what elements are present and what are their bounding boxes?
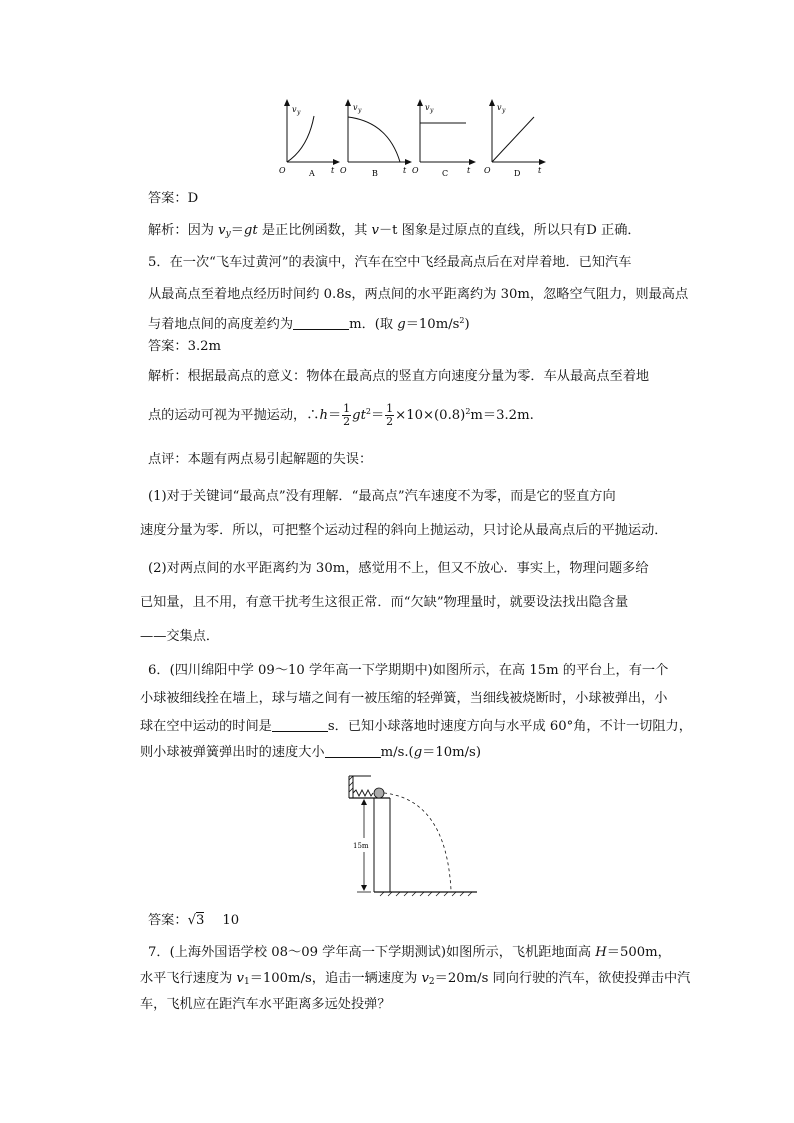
var-v: v [371,223,379,238]
ball [374,788,384,798]
graph-d [484,99,546,178]
comment-5-p2-line-3 [140,628,219,646]
subscript: 1 [243,977,250,987]
answer-value: 3 [195,913,205,928]
q6-line-2 [140,690,668,708]
comment-label: 点评： [148,452,188,467]
comment-text: 已知量，且不用，有意干扰考生这很正常．而“欠缺”物理量时，就要设法找出隐含量 [140,595,629,610]
comment-5-p1-line-2 [140,522,668,540]
comment-text: (1)对于关键词“最高点”没有理解．“最高点”汽车速度不为零，而是它的竖直方向 [148,489,616,504]
var-v: v [236,971,244,986]
var-v: v [421,971,429,986]
q5-text: 与着地点间的高度差约为 [148,317,294,332]
answer-value: 10 [222,913,240,928]
analysis-label: 解析： [148,223,188,238]
graph-a-v-sub: y [297,109,301,116]
q6-line-1 [148,662,668,680]
denominator: 2 [343,415,351,428]
graph-b-t-label: t [403,166,407,175]
q7-text: 7．(上海外国语学校 08～09 学年高一下学期测试)如图所示，飞机距地面高 [148,945,596,960]
answer-blank[interactable] [293,316,349,330]
superscript: 2 [465,407,471,416]
equals: ＝ [370,408,385,423]
analysis-text: 因为 [187,223,219,238]
q7-text: ＝500m， [606,945,671,960]
sqrt-symbol: √ [187,913,196,928]
q5-text: ) [464,317,470,332]
analysis-text: 是正比例函数，其 [257,223,372,238]
denominator: 2 [386,415,394,428]
comment-text: 本题有两点易引起解题的失误： [187,452,373,467]
comment-text: 速度分量为零．所以，可把整个运动过程的斜向上抛运动，只讨论从最高点后的平抛运动． [140,523,668,538]
q5-text: 5．在一次“飞车过黄河”的表演中，汽车在空中飞经最高点后在对岸着地．已知汽车 [148,255,632,270]
analysis-text: 根据最高点的意义：物体在最高点的竖直方向速度分量为零．车从最高点至着地 [187,369,650,384]
graph-a-label: A [309,169,315,178]
var-h: h [319,408,328,423]
analysis-4 [148,222,641,243]
numerator: 1 [343,402,351,415]
fraction-half [342,403,351,428]
graph-c-t-label: t [467,166,471,175]
q5-line-1 [148,254,631,272]
var-gt: gt [352,408,366,423]
q5-text: ＝10m/s [405,317,460,332]
q6-text: 则小球被弹簧弹出时的速度大小 [140,745,325,760]
answer-label: 答案： [148,191,188,206]
q5-text: 从最高点至着地点经历时间约 0.8s，两点间的水平距离约为 30m，忽略空气阻力，则最高点 [148,287,689,302]
subscript: 2 [428,977,435,987]
analysis-5-line-2 [148,399,534,429]
graph-a-v-label: v [292,105,297,114]
vt-graphs-figure [0,0,794,190]
graph-b-origin: O [340,166,347,175]
analysis-label: 解析： [148,369,188,384]
superscript: 2 [365,407,371,416]
graph-b [340,99,412,178]
graph-d-t-label: t [538,166,542,175]
analysis-text: ×10×(0.8) [395,408,466,423]
q6-line-3 [140,718,692,736]
var-v: v [218,223,226,238]
graph-c-label: C [442,169,449,178]
q7-line-1 [148,944,671,962]
q6-text: m/s.( [380,745,414,760]
analysis-5-line-1 [148,368,649,386]
comment-5-p1-line-1 [148,488,616,506]
superscript: 2 [459,316,465,325]
q6-text: 6．(四川绵阳中学 09～10 学年高一下学期期中)如图所示，在高 15m 的平台上，有一个 [148,663,669,678]
graph-c-v-sub: y [430,107,434,114]
answer-label: 答案： [148,339,188,354]
comment-5-p2-line-1 [148,560,649,578]
height-label: 15m [353,842,369,850]
q6-text: 小球被细线拴在墙上，球与墙之间有一被压缩的轻弹簧，当细线被烧断时，小球被弹出，小 [140,691,668,706]
answer-blank[interactable] [272,718,328,732]
q7-line-3 [140,996,391,1014]
q7-text: 水平飞行速度为 [140,971,237,986]
analysis-text: m＝3.2m. [470,408,534,423]
graph-c-v-label: v [425,103,430,112]
graph-d-origin: O [484,166,491,175]
q7-line-2 [140,970,690,991]
answer-blank[interactable] [325,744,381,758]
graph-d-v-sub: y [502,107,506,114]
var-v-sub: y [225,229,231,239]
graph-a [279,99,340,178]
graph-b-v-label: v [353,103,358,112]
q5-text: m．(取 [349,317,398,332]
q5-line-2 [148,286,688,304]
q7-text: 车，飞机应在距汽车水平距离多远处投弹？ [140,997,391,1012]
q7-text: ＝100m/s，追击一辆速度为 [249,971,422,986]
comment-text: ——交集点． [140,629,220,644]
graph-a-t-label: t [331,166,335,175]
q6-text: ＝10m/s) [422,745,481,760]
answer-4 [148,190,198,208]
graph-d-label: D [514,169,521,178]
q6-text: 球在空中运动的时间是 [140,719,272,734]
q7-text: ＝20m/s 同向行驶的汽车，欲使投弹击中汽 [434,971,691,986]
graph-c [412,99,476,178]
answer-value: D [187,191,199,206]
q6-line-4 [140,744,481,762]
comment-5-intro [148,451,372,469]
graph-b-label: B [372,169,378,178]
q5-line-3 [148,312,470,334]
var-h: H [595,945,607,960]
graph-b-v-sub: y [358,107,362,114]
numerator: 1 [386,402,394,415]
graph-a-origin: O [279,166,286,175]
answer-value: 3.2m [187,339,222,354]
comment-5-p2-line-2 [140,594,628,612]
var-gt: gt [243,223,258,238]
analysis-text: 图象是过原点的直线，所以只有D 正确． [397,223,641,238]
answer-6 [148,912,239,930]
equals: ＝ [230,223,244,238]
answer-label: 答案： [148,913,188,928]
analysis-text: 点的运动可视为平抛运动，∴ [148,408,320,423]
graph-d-v-label: v [497,103,502,112]
graph-c-origin: O [412,166,419,175]
q6-text: s．已知小球落地时速度方向与水平成 60°角，不计一切阻力， [327,719,692,734]
dash-t: －t [378,223,398,238]
equals: ＝ [327,408,342,423]
var-g: g [413,745,423,760]
fraction-half [385,403,394,428]
var-g: g [397,317,406,332]
comment-text: (2)对两点间的水平距离约为 30m，感觉用不上，但又不放心．事实上，物理问题多给 [148,561,649,576]
answer-5 [148,338,221,356]
